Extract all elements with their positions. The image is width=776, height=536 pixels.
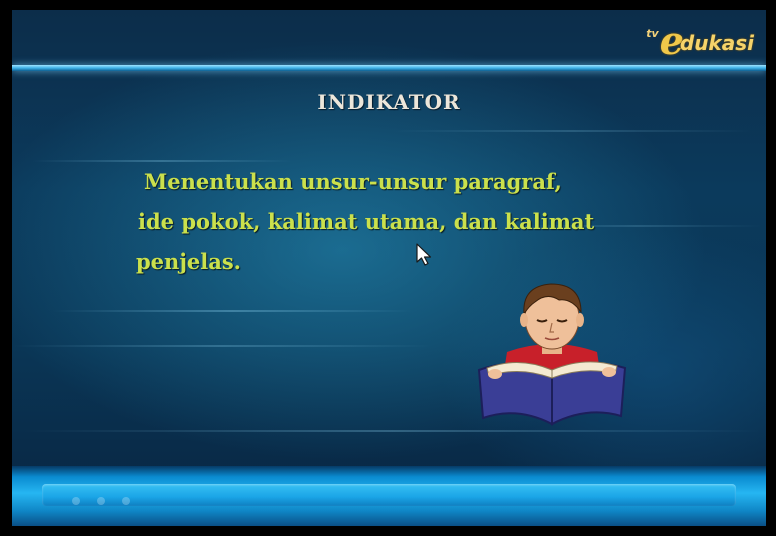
logo-tv-text: tv (646, 27, 659, 40)
left-ear (520, 313, 528, 327)
logo-dukasi-text: dukasi (679, 31, 754, 55)
bottom-control-bar (12, 466, 766, 526)
light-streak (392, 130, 752, 132)
arrow-cursor-icon (414, 242, 436, 268)
tv-edukasi-logo (646, 18, 754, 63)
body-line-1: Menentukan unsur-unsur paragraf, (144, 169, 562, 194)
light-streak (22, 430, 762, 432)
light-streak (52, 310, 412, 312)
presentation-slide (12, 10, 766, 526)
right-ear (576, 313, 584, 327)
left-hand (488, 369, 502, 379)
slide-title: INDIKATOR (317, 90, 461, 114)
header-divider-line (12, 65, 766, 71)
slide-body-text (136, 162, 676, 282)
body-line-3: penjelas. (136, 249, 241, 274)
right-hand (602, 367, 616, 377)
logo-e-letter: e (659, 18, 684, 63)
body-line-2: ide pokok, kalimat utama, dan kalimat (138, 209, 595, 234)
bottom-bar-dots (72, 490, 152, 500)
light-streak (12, 345, 432, 347)
boy-reading-book-icon (467, 278, 637, 428)
bottom-dot (72, 497, 80, 505)
